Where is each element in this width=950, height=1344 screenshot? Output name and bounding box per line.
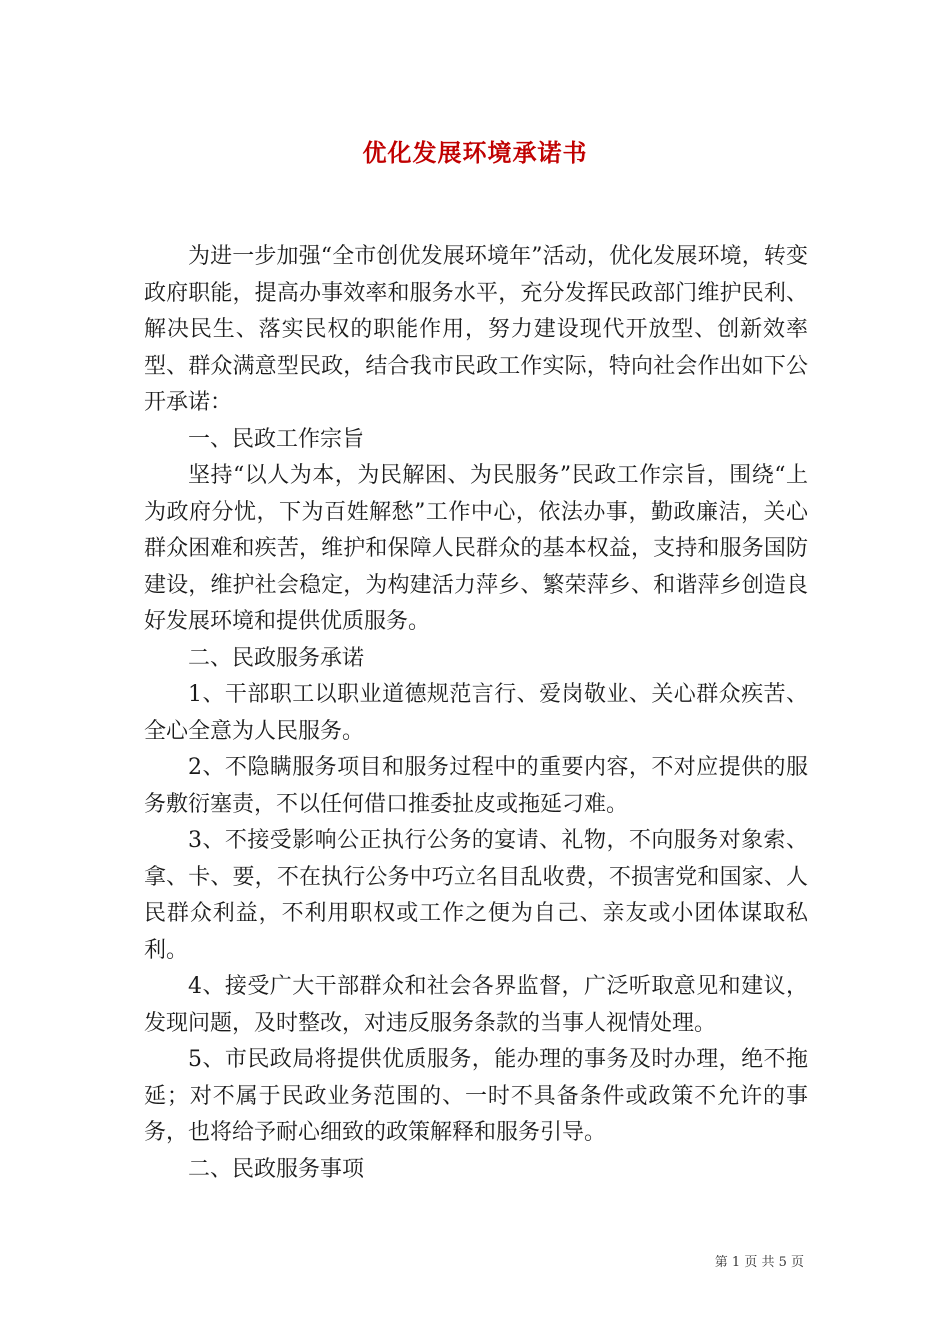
- intro-paragraph: 为进一步加强“全市创优发展环境年”活动，优化发展环境，转变政府职能，提高办事效率和服务水平，充分发挥民政部门维护民利、解决民生、落实民权的职能作用，努力建设现代开放型、创新效率型、群众满意型民政，结合我市民政工作实际，特向社会作出如下公开承诺：: [144, 244, 808, 415]
- section-heading-purpose: 一、民政工作宗旨: [188, 426, 365, 452]
- purpose-paragraph: 坚持“以人为本，为民解困、为民服务”民政工作宗旨，围绕“上为政府分忧，下为百姓解愁”工作中心，依法办事，勤政廉洁，关心群众困难和疾苦，维护和保障人民群众的基本权益，支持和服务国防建设，维护社会稳定，为构建活力萍乡、繁荣萍乡、和谐萍乡创造良好发展环境和提供优质服务。: [144, 463, 808, 634]
- commitment-item-1: 1、干部职工以职业道德规范言行、爱岗敬业、关心群众疾苦、全心全意为人民服务。: [144, 682, 808, 744]
- document-title: 优化发展环境承诺书: [362, 138, 588, 167]
- section-heading-commitments: 二、民政服务承诺: [188, 645, 365, 671]
- commitment-item-3: 3、不接受影响公正执行公务的宴请、礼物，不向服务对象索、拿、卡、要，不在执行公务中巧立名目乱收费，不损害党和国家、人民群众利益，不利用职权或工作之便为自己、亲友或小团体谋取私利。: [144, 828, 808, 963]
- commitment-item-2: 2、不隐瞒服务项目和服务过程中的重要内容，不对应提供的服务敷衍塞责，不以任何借口推委扯皮或拖延刁难。: [144, 755, 808, 817]
- commitment-item-4: 4、接受广大干部群众和社会各界监督，广泛听取意见和建议，发现问题，及时整改，对违反服务条款的当事人视情处理。: [144, 974, 808, 1036]
- section-heading-services: 二、民政服务事项: [188, 1156, 365, 1182]
- commitment-item-5: 5、市民政局将提供优质服务，能办理的事务及时办理，绝不拖延；对不属于民政业务范围的、一时不具备条件或政策不允许的事务，也将给予耐心细致的政策解释和服务引导。: [144, 1047, 808, 1145]
- document-body: [144, 239, 808, 1188]
- page-number-footer: 第 1 页 共 5 页: [714, 1255, 804, 1270]
